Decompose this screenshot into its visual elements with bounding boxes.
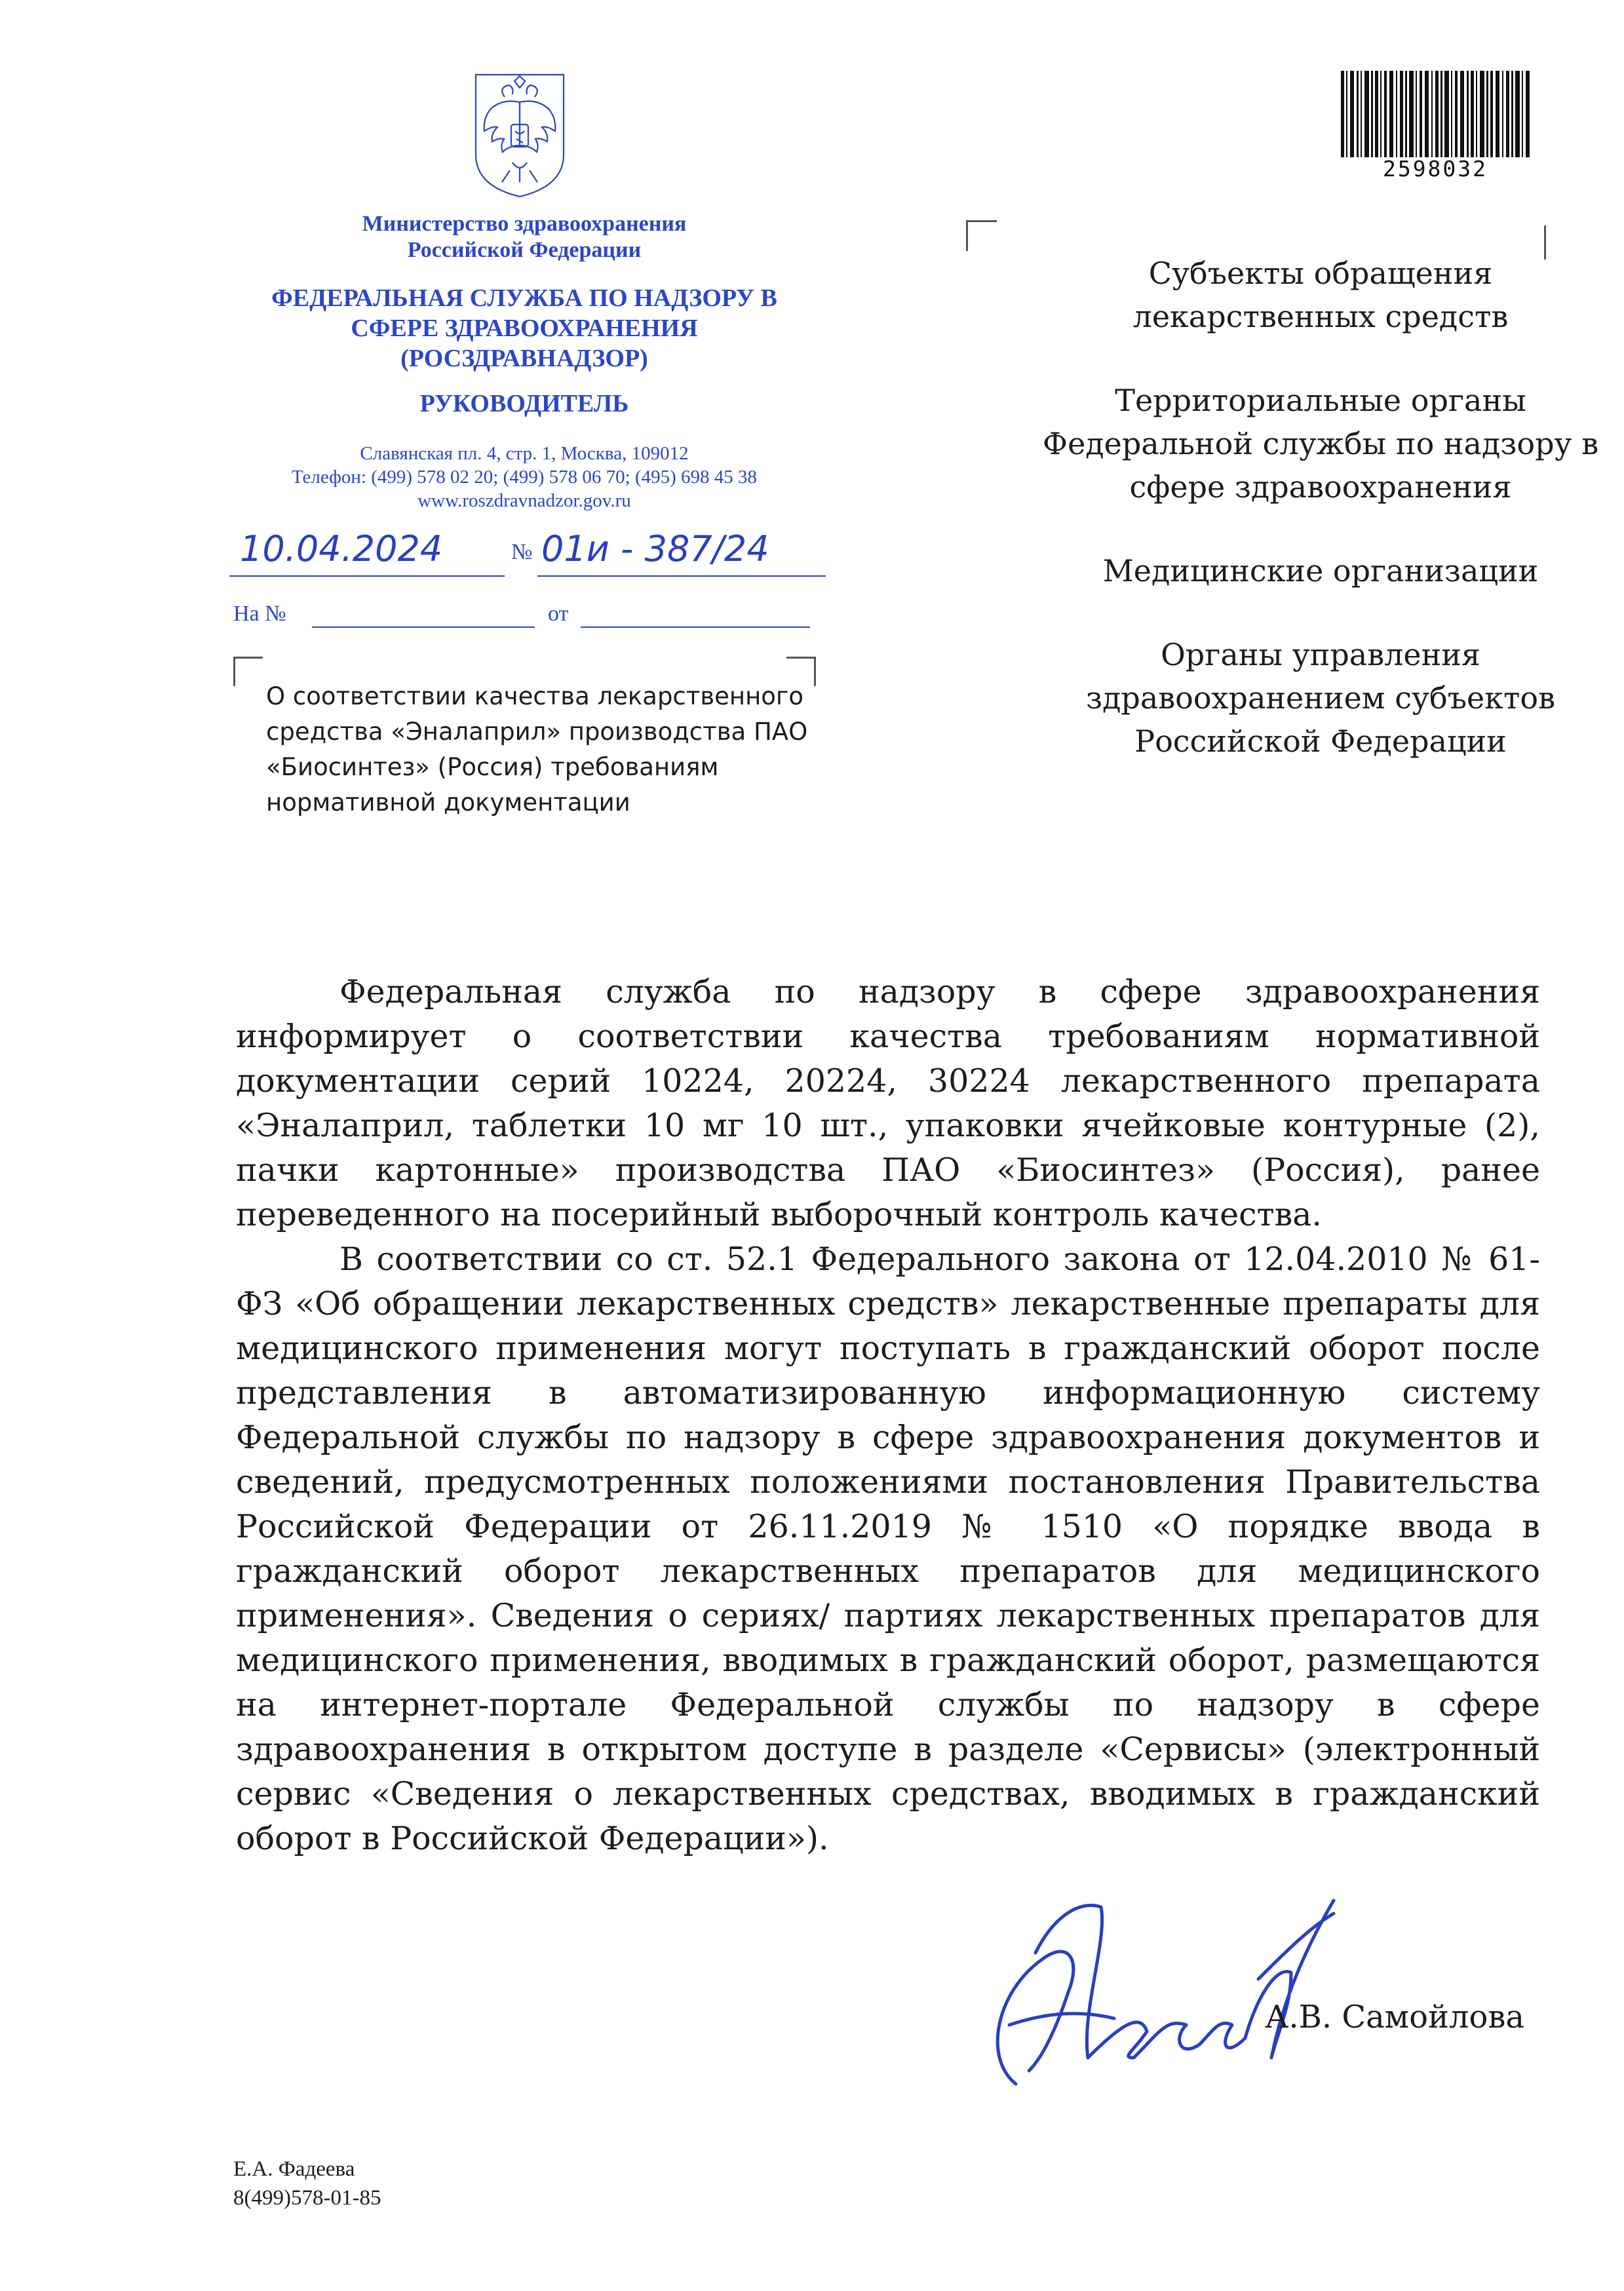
addressee-item: Медицинские организации — [1102, 553, 1539, 588]
letter-subject: О соответствии качества лекарственного средства «Эналаприл» производства ПАО «Биосинтез» (Россия) требованиям нормативной документации — [266, 682, 808, 817]
letterhead-contacts — [197, 442, 852, 512]
ministry-name — [197, 211, 852, 263]
letter-body — [236, 970, 1540, 1861]
addressee-bracket-left — [966, 220, 997, 251]
subject-bracket-left — [233, 657, 263, 686]
reference-number-blank — [312, 626, 535, 628]
service-text: ФЕДЕРАЛЬНАЯ СЛУЖБА ПО НАДЗОРУ В СФЕРЕ ЗДРАВООХРАНЕНИЯ (РОСЗДРАВНАДЗОР) — [271, 284, 777, 372]
phone-numbers: Телефон: (499) 578 02 20; (499) 578 06 70; (495) 698 45 38 — [291, 467, 758, 488]
registration-date: 10.04.2024 — [240, 528, 443, 569]
registration-row — [233, 528, 862, 581]
barcode — [1337, 71, 1534, 157]
handwritten-signature — [970, 1861, 1337, 2097]
reference-number-label: На № — [233, 602, 286, 626]
reference-from-label: от — [548, 602, 569, 626]
executor-name: Е.А. Фадеева — [233, 2157, 355, 2181]
coat-of-arms-icon — [471, 71, 569, 199]
addressee-item: Субъекты обращения лекарственных средств — [1132, 256, 1509, 334]
date-underline — [229, 575, 505, 577]
head-title: РУКОВОДИТЕЛЬ — [419, 390, 629, 417]
executor-info — [233, 2155, 381, 2212]
registration-number: 01и - 387/24 — [541, 528, 769, 569]
website-link: www.roszdravnadzor.gov.ru — [417, 490, 631, 511]
barcode-number: 2598032 — [1382, 156, 1488, 182]
addressee-item: Территориальные органы Федеральной службы по надзору в сфере здравоохранения — [1042, 383, 1599, 505]
addressee-item: Органы управления здравоохранением субъектов Российской Федерации — [1085, 637, 1555, 759]
body-paragraph: Федеральная служба по надзору в сфере здравоохранения информирует о соответствии качества требованиям нормативной документации серий 10224, 20224, 30224 лекарственного препарата «Эналаприл, таблетки 10 мг 10 шт., упаковки ячейковые контурные (2), пачки картонные» производства ПАО «Биосинтез» (Россия), ранее переведенного на посерийный выборочный контроль качества. — [236, 973, 1540, 1233]
number-sign: № — [511, 540, 533, 564]
service-name — [197, 283, 852, 374]
addressee-list — [1022, 252, 1619, 803]
ministry-text: Министерство здравоохранения Российской Федерации — [362, 212, 687, 262]
reference-from-blank — [581, 626, 810, 628]
executor-phone: 8(499)578-01-85 — [233, 2186, 381, 2210]
signer-name: А.В. Самойлова — [1265, 1999, 1524, 2035]
reference-row — [233, 602, 823, 634]
number-underline — [537, 575, 826, 577]
body-paragraph: В соответствии со ст. 52.1 Федерального закона от 12.04.2010 № 61-ФЗ «Об обращении лекарственных средств» лекарственные препараты для медицинского применения могут поступать в гражданский оборот после представления в автоматизированную информационную систему Федеральной службы по надзору в сфере здравоохранения документов и сведений, предусмотренных положениями постановления Правительства Российской Федерации от 26.11.2019 № 1510 «О порядке ввода в гражданский оборот лекарственных препаратов для медицинского применения». Сведения о сериях/ партиях лекарственных препаратов для медицинского применения, вводимых в гражданский оборот, размещаются на интернет-портале Федеральной службы по надзору в сфере здравоохранения в открытом доступе в разделе «Сервисы» (электронный сервис «Сведения о лекарственных средствах, вводимых в гражданский оборот в Российской Федерации»). — [236, 1241, 1540, 1857]
postal-address: Славянская пл. 4, стр. 1, Москва, 109012 — [360, 443, 689, 464]
